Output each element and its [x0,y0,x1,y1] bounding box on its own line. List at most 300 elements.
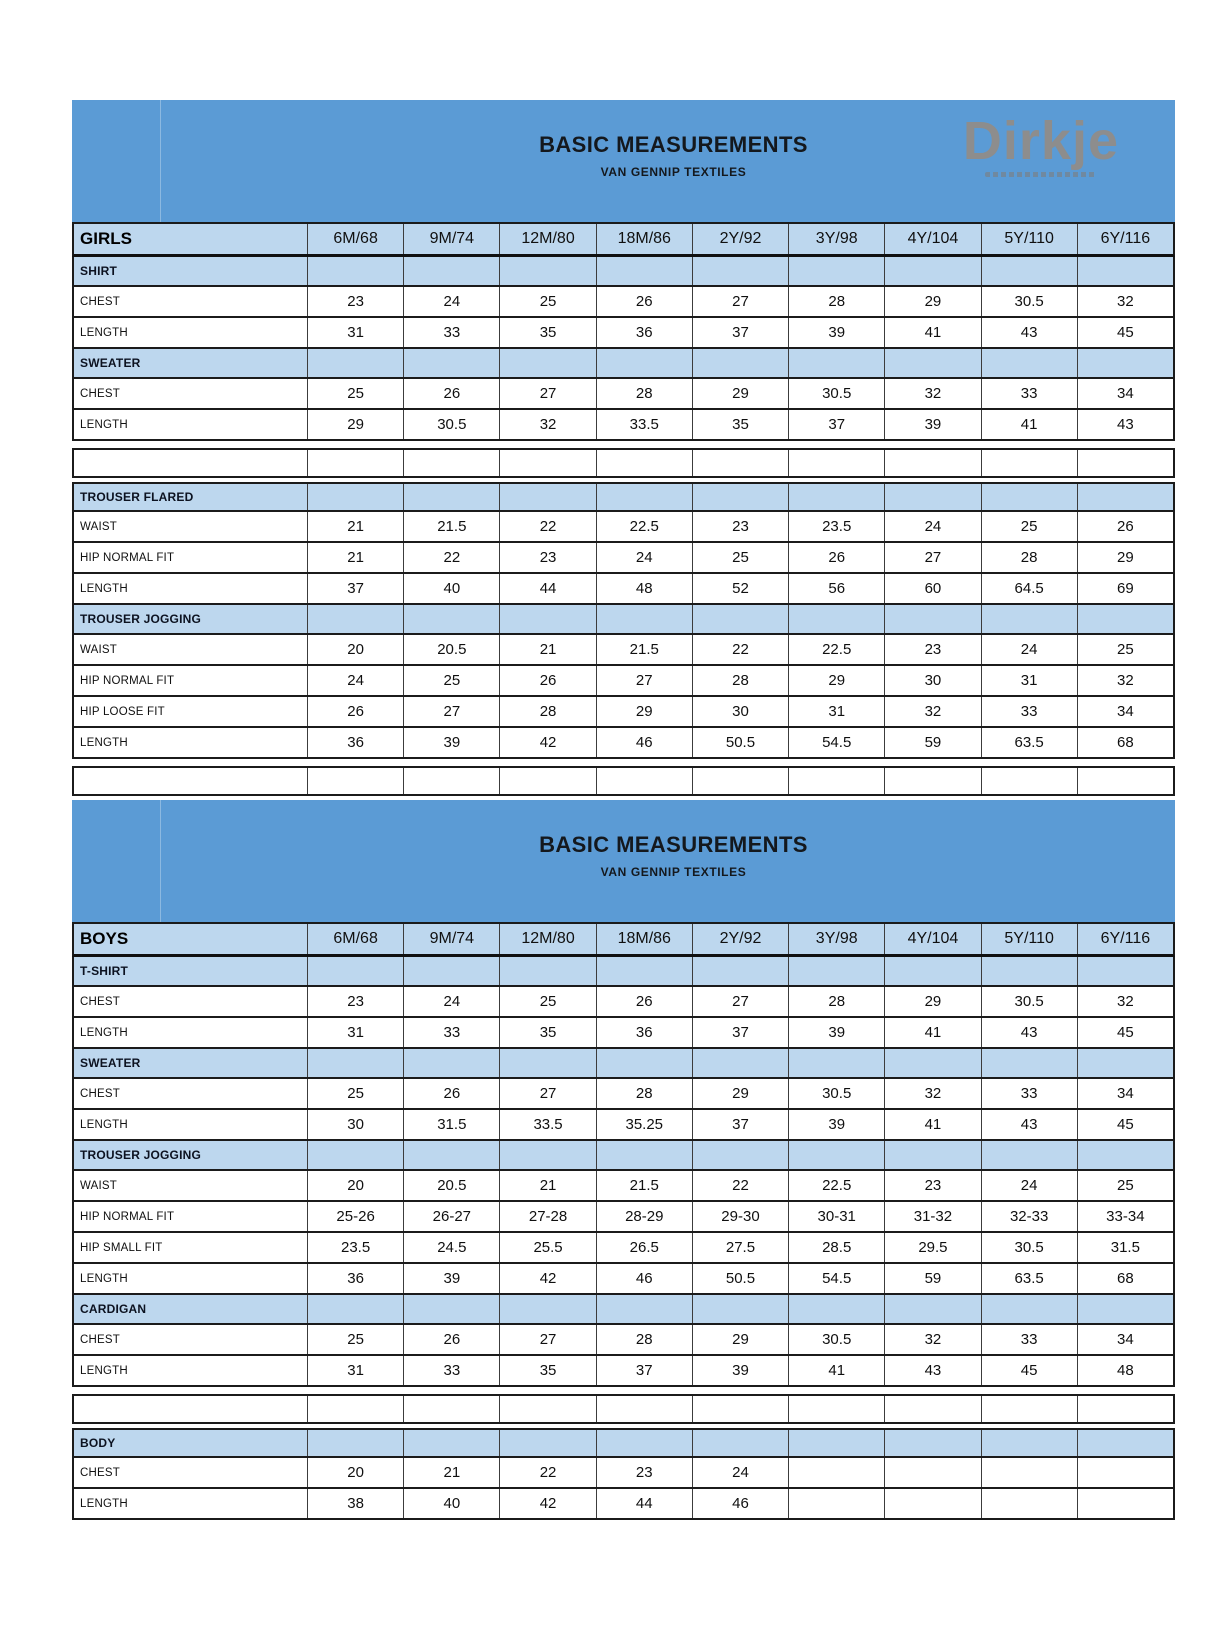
value-cell: 29 [307,410,403,439]
value-cell: 43 [981,1018,1077,1047]
section-empty-cell [1077,1295,1173,1323]
section-label-cell: T-SHIRT [80,964,129,978]
size-header-cell: 6M/68 [307,924,403,954]
section-empty-cell [403,1141,499,1169]
section-row [72,1141,1175,1171]
value-cell: 35 [499,1356,595,1385]
data-row [72,1079,1175,1110]
section-label-cell: CARDIGAN [80,1302,147,1316]
blank-row [72,448,1175,478]
row-gap [72,1387,1175,1394]
section-empty-cell [499,1295,595,1323]
value-cell: 26 [788,543,884,572]
value-cell: 31 [981,666,1077,695]
section-empty-cell [596,1141,692,1169]
blank-cell [1077,1396,1173,1422]
section-empty-cell [307,1049,403,1077]
value-cell: 31 [307,1018,403,1047]
measurement-sheet [72,100,1175,1520]
section-empty-cell [981,605,1077,633]
section-empty-cell [788,1430,884,1456]
value-cell: 29 [692,1079,788,1108]
value-cell: 30.5 [788,1325,884,1354]
value-cell: 30.5 [981,987,1077,1016]
value-cell: 24 [981,1171,1077,1200]
value-cell [884,1489,980,1518]
value-cell: 37 [692,1018,788,1047]
value-cell: 25 [307,1079,403,1108]
section-empty-cell [596,957,692,985]
data-row [72,543,1175,574]
value-cell: 28 [596,1325,692,1354]
value-cell: 54.5 [788,728,884,757]
value-cell: 29 [1077,543,1173,572]
blank-cell [74,450,307,476]
data-row [72,318,1175,349]
section-row [72,1428,1175,1458]
blank-cell [788,768,884,794]
section-empty-cell [1077,257,1173,285]
value-cell: 30.5 [981,287,1077,316]
value-cell: 30 [692,697,788,726]
value-cell: 34 [1077,379,1173,408]
row-label-cell: LENGTH [80,418,128,431]
value-cell: 37 [692,318,788,347]
section-empty-cell [596,1295,692,1323]
data-row [72,987,1175,1018]
section-row [72,605,1175,635]
value-cell: 26 [307,697,403,726]
blank-row [72,1394,1175,1424]
value-cell [981,1458,1077,1487]
value-cell: 27 [692,287,788,316]
data-row [72,410,1175,441]
value-cell: 34 [1077,697,1173,726]
value-cell: 33-34 [1077,1202,1173,1231]
section-empty-cell [596,349,692,377]
blank-cell [403,1396,499,1422]
value-cell: 28.5 [788,1233,884,1262]
value-cell: 28 [499,697,595,726]
value-cell: 33.5 [499,1110,595,1139]
value-cell: 35 [499,1018,595,1047]
data-row [72,512,1175,543]
value-cell: 27 [403,697,499,726]
value-cell: 33 [981,1325,1077,1354]
value-cell: 32 [1077,987,1173,1016]
blank-cell [981,450,1077,476]
blank-cell [403,450,499,476]
data-row [72,1233,1175,1264]
value-cell: 63.5 [981,1264,1077,1293]
value-cell: 35 [692,410,788,439]
blank-cell [307,1396,403,1422]
value-cell: 32 [884,379,980,408]
blank-cell [981,768,1077,794]
value-cell: 29 [884,987,980,1016]
data-row [72,1356,1175,1387]
value-cell [981,1489,1077,1518]
value-cell: 35.25 [596,1110,692,1139]
value-cell: 28-29 [596,1202,692,1231]
data-row [72,697,1175,728]
value-cell: 60 [884,574,980,603]
section-row [72,957,1175,987]
value-cell: 31 [307,318,403,347]
value-cell: 43 [1077,410,1173,439]
data-row [72,1264,1175,1295]
row-label-cell: CHEST [80,387,120,400]
row-label-cell: LENGTH [80,582,128,595]
section-empty-cell [1077,1141,1173,1169]
section-empty-cell [788,957,884,985]
row-label-cell: CHEST [80,1466,120,1479]
value-cell: 36 [596,1018,692,1047]
value-cell [1077,1458,1173,1487]
row-label-cell: HIP NORMAL FIT [80,674,175,687]
section-empty-cell [403,957,499,985]
section-empty-cell [403,257,499,285]
section-empty-cell [788,1049,884,1077]
section-empty-cell [596,257,692,285]
blank-cell [596,1396,692,1422]
value-cell: 50.5 [692,728,788,757]
value-cell: 36 [307,728,403,757]
value-cell: 26 [596,987,692,1016]
value-cell: 37 [692,1110,788,1139]
size-header-cell: 6Y/116 [1077,924,1173,954]
section-label-cell: SWEATER [80,1056,141,1070]
value-cell: 37 [596,1356,692,1385]
section-empty-cell [403,1430,499,1456]
section-empty-cell [403,1049,499,1077]
value-cell: 40 [403,574,499,603]
section-empty-cell [692,1295,788,1323]
blank-cell [74,1396,307,1422]
value-cell: 39 [884,410,980,439]
data-row [72,1110,1175,1141]
value-cell [884,1458,980,1487]
value-cell: 24 [981,635,1077,664]
section-row [72,257,1175,287]
table-header-row [72,222,1175,257]
value-cell: 54.5 [788,1264,884,1293]
value-cell: 50.5 [692,1264,788,1293]
value-cell: 31.5 [1077,1233,1173,1262]
section-empty-cell [884,605,980,633]
page-subtitle: VAN GENNIP TEXTILES [600,865,747,879]
section-empty-cell [403,484,499,510]
value-cell: 26 [403,1079,499,1108]
value-cell: 34 [1077,1325,1173,1354]
section-empty-cell [596,605,692,633]
value-cell: 22 [403,543,499,572]
value-cell: 33 [981,379,1077,408]
blank-cell [1077,450,1173,476]
section-empty-cell [981,1295,1077,1323]
value-cell: 24 [403,287,499,316]
value-cell: 29 [788,666,884,695]
value-cell: 39 [788,1110,884,1139]
section-row [72,1295,1175,1325]
value-cell: 45 [1077,1018,1173,1047]
section-empty-cell [1077,349,1173,377]
girls-size-table [72,222,1175,800]
section-empty-cell [884,1141,980,1169]
value-cell: 33 [403,318,499,347]
value-cell: 26 [403,1325,499,1354]
section-empty-cell [788,257,884,285]
blank-cell [692,450,788,476]
size-header-cell: 3Y/98 [788,924,884,954]
value-cell: 21 [403,1458,499,1487]
section-row [72,1049,1175,1079]
boys-size-table [72,922,1175,1520]
value-cell: 69 [1077,574,1173,603]
value-cell: 39 [788,318,884,347]
section-empty-cell [403,349,499,377]
value-cell: 36 [307,1264,403,1293]
section-empty-cell [307,957,403,985]
banner-titles [122,800,1175,879]
value-cell: 37 [307,574,403,603]
table-group-label: BOYS [80,929,129,948]
size-header-cell: 6M/68 [307,224,403,254]
section-empty-cell [307,1141,403,1169]
value-cell: 21 [499,635,595,664]
section-empty-cell [981,957,1077,985]
value-cell: 27 [499,379,595,408]
value-cell: 22 [692,1171,788,1200]
value-cell: 29 [596,697,692,726]
value-cell: 33 [403,1356,499,1385]
value-cell: 24 [884,512,980,541]
value-cell: 33 [403,1018,499,1047]
section-empty-cell [788,1295,884,1323]
blank-cell [884,450,980,476]
section-empty-cell [1077,484,1173,510]
data-row [72,1202,1175,1233]
size-header-cell: 18M/86 [596,924,692,954]
section-empty-cell [307,349,403,377]
size-header-cell: 6Y/116 [1077,224,1173,254]
section-empty-cell [884,257,980,285]
value-cell: 23.5 [788,512,884,541]
blank-cell [1077,768,1173,794]
section-empty-cell [692,605,788,633]
value-cell: 41 [884,1110,980,1139]
value-cell: 39 [403,1264,499,1293]
value-cell: 43 [981,1110,1077,1139]
row-label-cell: WAIST [80,520,117,533]
row-label-cell: HIP NORMAL FIT [80,1210,175,1223]
section-empty-cell [884,1430,980,1456]
value-cell: 48 [1077,1356,1173,1385]
blank-cell [981,1396,1077,1422]
section-empty-cell [692,1430,788,1456]
value-cell: 21 [307,543,403,572]
value-cell [788,1458,884,1487]
section-empty-cell [499,1049,595,1077]
value-cell: 45 [1077,318,1173,347]
blank-cell [499,768,595,794]
value-cell: 28 [788,287,884,316]
size-header-cell: 18M/86 [596,224,692,254]
value-cell: 22 [692,635,788,664]
value-cell: 22 [499,512,595,541]
value-cell: 25 [1077,635,1173,664]
data-row [72,1489,1175,1520]
data-row [72,1458,1175,1489]
value-cell: 25 [1077,1171,1173,1200]
value-cell: 30.5 [788,1079,884,1108]
value-cell: 42 [499,1489,595,1518]
value-cell: 41 [788,1356,884,1385]
boys-banner [72,800,1175,922]
section-empty-cell [596,1049,692,1077]
girls-block [72,100,1175,800]
section-empty-cell [307,1295,403,1323]
value-cell: 32 [884,697,980,726]
row-gap [72,759,1175,766]
value-cell: 23 [596,1458,692,1487]
value-cell: 27.5 [692,1233,788,1262]
data-row [72,1325,1175,1356]
value-cell: 20 [307,635,403,664]
value-cell: 42 [499,1264,595,1293]
blank-cell [692,1396,788,1422]
value-cell: 24 [403,987,499,1016]
section-empty-cell [884,1049,980,1077]
value-cell: 23 [499,543,595,572]
row-label-cell: WAIST [80,643,117,656]
value-cell: 29 [692,1325,788,1354]
size-header-cell: 2Y/92 [692,924,788,954]
row-label-cell: LENGTH [80,1026,128,1039]
value-cell: 23 [884,1171,980,1200]
section-empty-cell [307,484,403,510]
value-cell: 20.5 [403,635,499,664]
value-cell: 32 [884,1325,980,1354]
value-cell: 25 [499,287,595,316]
value-cell: 37 [788,410,884,439]
row-label-cell: WAIST [80,1179,117,1192]
size-header-cell: 3Y/98 [788,224,884,254]
value-cell: 39 [788,1018,884,1047]
value-cell: 52 [692,574,788,603]
section-empty-cell [884,957,980,985]
section-empty-cell [499,257,595,285]
section-empty-cell [403,1295,499,1323]
value-cell [788,1489,884,1518]
section-row [72,482,1175,512]
value-cell: 26 [596,287,692,316]
value-cell: 41 [981,410,1077,439]
section-empty-cell [884,349,980,377]
blank-cell [499,450,595,476]
section-label-cell: TROUSER JOGGING [80,612,202,626]
blank-cell [74,768,307,794]
value-cell: 45 [981,1356,1077,1385]
value-cell: 21 [307,512,403,541]
value-cell: 23 [307,287,403,316]
size-header-cell: 5Y/110 [981,924,1077,954]
value-cell: 41 [884,318,980,347]
section-empty-cell [788,349,884,377]
value-cell: 44 [596,1489,692,1518]
value-cell: 25 [307,1325,403,1354]
value-cell: 64.5 [981,574,1077,603]
dirkje-logo-tagline [985,172,1097,177]
value-cell: 23 [884,635,980,664]
section-empty-cell [1077,605,1173,633]
section-empty-cell [307,605,403,633]
value-cell: 25 [499,987,595,1016]
section-empty-cell [692,257,788,285]
section-empty-cell [884,484,980,510]
section-empty-cell [403,605,499,633]
data-row [72,287,1175,318]
blank-cell [596,450,692,476]
value-cell: 42 [499,728,595,757]
value-cell: 25.5 [499,1233,595,1262]
section-empty-cell [499,957,595,985]
value-cell: 28 [788,987,884,1016]
girls-banner [72,100,1175,222]
row-gap [72,441,1175,448]
size-header-cell: 12M/80 [499,224,595,254]
value-cell: 30 [884,666,980,695]
value-cell: 33 [981,697,1077,726]
blank-cell [403,768,499,794]
value-cell: 23 [692,512,788,541]
value-cell: 25 [981,512,1077,541]
value-cell: 24 [692,1458,788,1487]
blank-row [72,766,1175,796]
value-cell: 28 [596,379,692,408]
value-cell: 33 [981,1079,1077,1108]
section-empty-cell [499,605,595,633]
row-label-cell: LENGTH [80,736,128,749]
section-label-cell: TROUSER JOGGING [80,1148,202,1162]
value-cell: 44 [499,574,595,603]
value-cell: 36 [596,318,692,347]
section-empty-cell [692,1049,788,1077]
value-cell: 29.5 [884,1233,980,1262]
value-cell: 41 [884,1018,980,1047]
data-row [72,666,1175,697]
value-cell: 68 [1077,1264,1173,1293]
row-label-cell: LENGTH [80,1364,128,1377]
value-cell: 63.5 [981,728,1077,757]
value-cell: 31 [307,1356,403,1385]
blank-cell [788,1396,884,1422]
value-cell: 30.5 [981,1233,1077,1262]
value-cell: 34 [1077,1079,1173,1108]
row-label-cell: LENGTH [80,1118,128,1131]
value-cell: 23.5 [307,1233,403,1262]
value-cell: 32-33 [981,1202,1077,1231]
value-cell: 39 [403,728,499,757]
section-empty-cell [692,349,788,377]
blank-cell [884,768,980,794]
value-cell: 30.5 [788,379,884,408]
value-cell: 39 [692,1356,788,1385]
section-empty-cell [499,1141,595,1169]
section-empty-cell [499,349,595,377]
value-cell: 21.5 [596,635,692,664]
section-empty-cell [981,1049,1077,1077]
